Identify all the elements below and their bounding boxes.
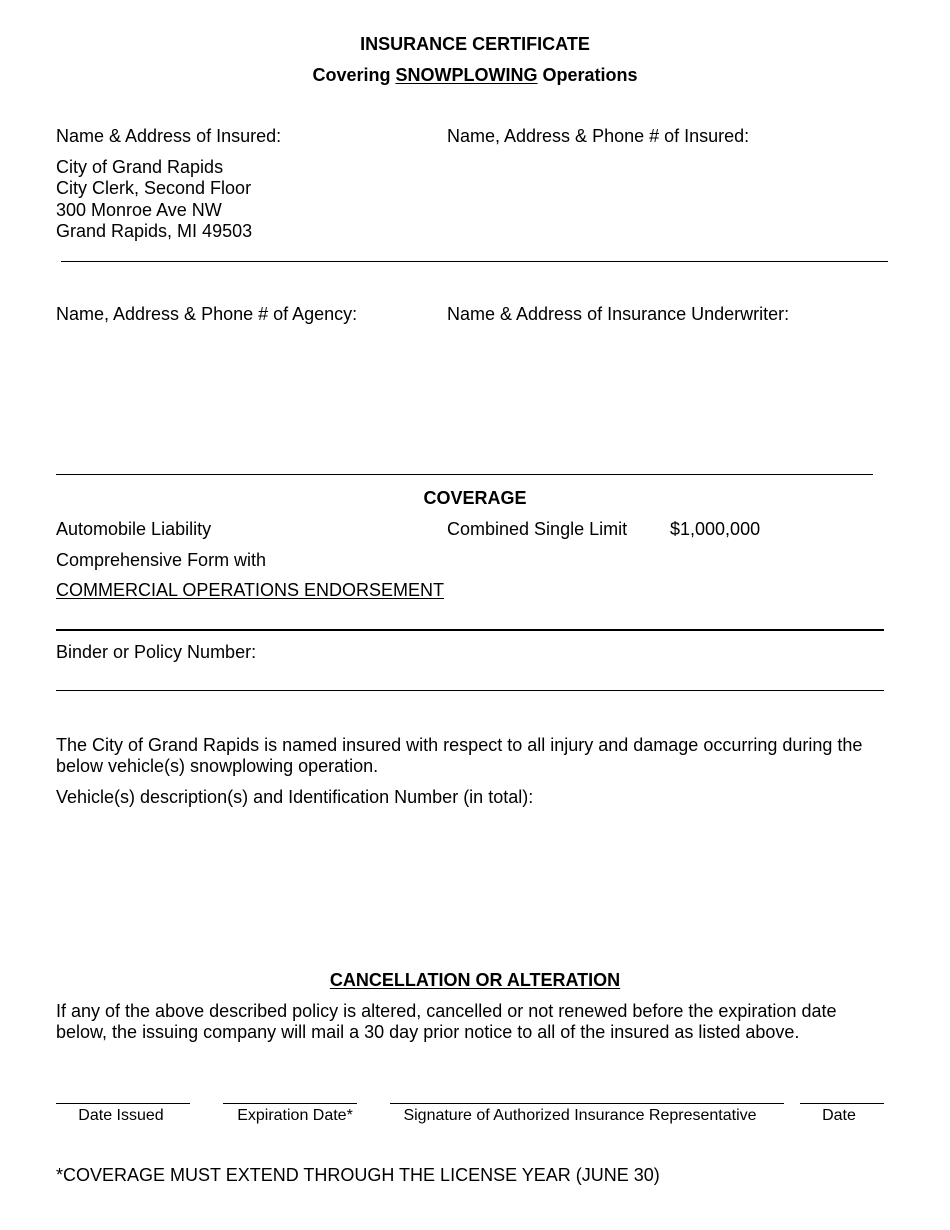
expiration-date-line — [223, 1103, 357, 1104]
divider-insured — [61, 261, 888, 262]
expiration-date-caption: Expiration Date* — [237, 1107, 353, 1124]
coverage-heading: COVERAGE — [423, 488, 527, 508]
insured-address-line-2: City Clerk, Second Floor — [56, 178, 252, 198]
combined-single-limit-value: $1,000,000 — [670, 519, 761, 539]
certificate-subtitle — [0, 65, 950, 86]
signature-line — [390, 1103, 784, 1104]
divider-binder — [56, 690, 884, 691]
coverage-footnote: *COVERAGE MUST EXTEND THROUGH THE LICENSE YEAR (JUNE 30) — [56, 1165, 660, 1185]
insured-address-line-1: City of Grand Rapids — [56, 157, 224, 177]
coverage-endorsement: COMMERCIAL OPERATIONS ENDORSEMENT — [56, 580, 445, 600]
coverage-auto-liability: Automobile Liability — [56, 519, 212, 539]
named-insured-statement: The City of Grand Rapids is named insured with respect to all injury and damage occurring during the below vehicle(s) snowplowing operation. — [56, 735, 863, 776]
insured-address-line-3: 300 Monroe Ave NW — [56, 200, 222, 220]
agency-label: Name, Address & Phone # of Agency: — [56, 304, 358, 324]
divider-agency — [56, 474, 873, 475]
binder-policy-number-label: Binder or Policy Number: — [56, 642, 257, 662]
subtitle-emphasis: SNOWPLOWING — [395, 65, 538, 85]
certificate-title: INSURANCE CERTIFICATE — [360, 34, 590, 54]
subtitle-pre: Covering — [312, 65, 396, 85]
combined-single-limit-label: Combined Single Limit — [447, 519, 628, 539]
divider-coverage — [56, 629, 884, 631]
cancellation-heading: CANCELLATION OR ALTERATION — [329, 970, 621, 990]
insured-address-line-4: Grand Rapids, MI 49503 — [56, 221, 253, 241]
underwriter-label: Name & Address of Insurance Underwriter: — [447, 304, 790, 324]
coverage-comprehensive-form: Comprehensive Form with — [56, 550, 267, 570]
subtitle-post: Operations — [537, 65, 638, 85]
insured-name-label: Name & Address of Insured: — [56, 126, 282, 146]
date-issued-line — [56, 1103, 190, 1104]
insured-phone-label: Name, Address & Phone # of Insured: — [447, 126, 750, 146]
cancellation-text: If any of the above described policy is altered, cancelled or not renewed before the expiration date below, the issuing company will mail a 30 day prior notice to all of the insured as listed above. — [56, 1001, 837, 1042]
signature-date-caption: Date — [822, 1107, 856, 1124]
signature-caption: Signature of Authorized Insurance Representative — [403, 1107, 757, 1124]
date-issued-caption: Date Issued — [78, 1107, 164, 1124]
signature-date-line — [800, 1103, 884, 1104]
vehicle-description-label: Vehicle(s) description(s) and Identification Number (in total): — [56, 787, 534, 807]
